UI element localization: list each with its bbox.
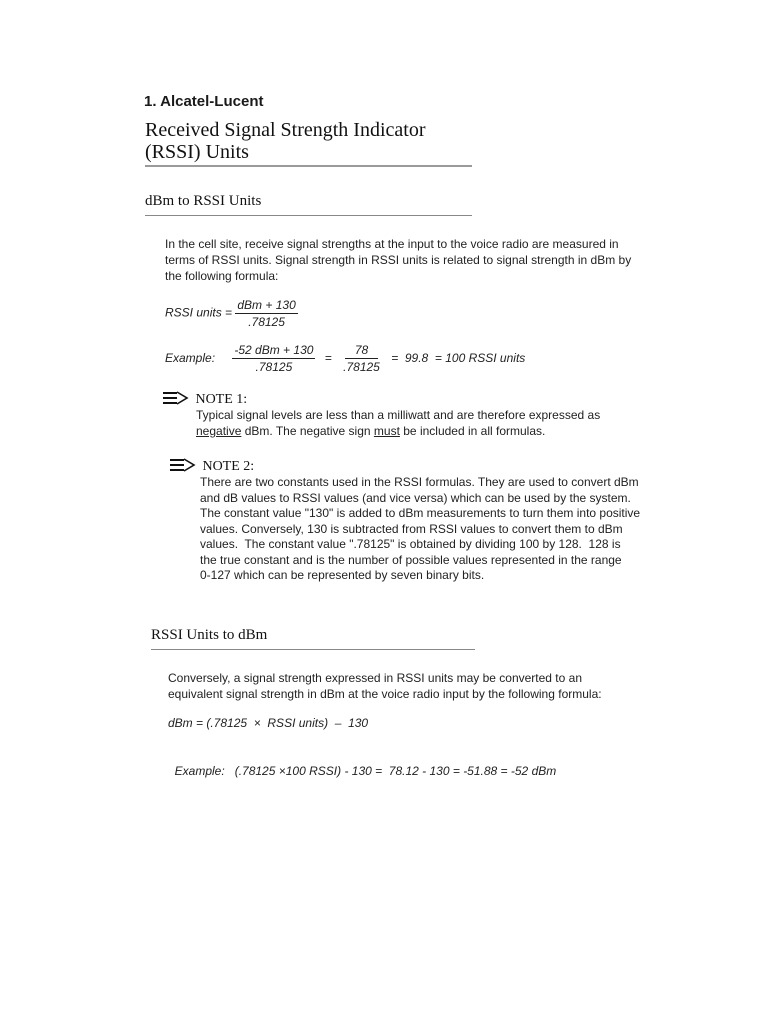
section2-intro-line: equivalent signal strength in dBm at the voice radio input by the following formula: bbox=[168, 687, 602, 701]
note-icon bbox=[163, 391, 189, 405]
example-equals: = bbox=[324, 350, 332, 365]
page-title bbox=[145, 119, 425, 163]
rssi-formula bbox=[165, 298, 298, 329]
title-divider bbox=[145, 165, 472, 167]
example-numerator-2: 78 bbox=[345, 343, 378, 359]
dbm-example bbox=[168, 750, 556, 778]
note2-line: 0-127 which can be represented by seven binary bits. bbox=[200, 568, 485, 582]
note-icon bbox=[170, 458, 196, 472]
formula-numerator: dBm + 130 bbox=[237, 298, 296, 312]
note1-negative: negative bbox=[196, 424, 242, 438]
section1-intro: In the cell site, receive signal strengths at the input to the voice radio are measured in terms of RSSI units. Signal strength in RSSI units is related to signal strength in dBm by the following formula: bbox=[165, 237, 632, 283]
example-fraction-1 bbox=[232, 343, 315, 374]
dbm-example-body: (.78125 ×100 RSSI) - 130 = 78.12 - 130 = -51.88 = -52 dBm bbox=[234, 764, 557, 778]
section-title-rssi-to-dbm: RSSI Units to dBm bbox=[151, 627, 268, 643]
formula-fraction bbox=[235, 298, 297, 329]
dbm-example-label: Example: bbox=[174, 764, 225, 778]
note1-must: must bbox=[373, 424, 400, 438]
note2-line: There are two constants used in the RSSI formulas. They are used to convert dBm bbox=[200, 475, 639, 489]
note1-mid: dBm. The negative sign bbox=[241, 424, 374, 438]
title-line-1: Received Signal Strength Indicator bbox=[145, 119, 426, 141]
title-line-2: (RSSI) Units bbox=[145, 141, 249, 163]
example-denominator-1: .78125 bbox=[255, 360, 293, 374]
rssi-example bbox=[165, 343, 525, 374]
note2-line: and dB values to RSSI values (and vice versa) which can be used by the system. bbox=[200, 490, 631, 505]
note1-line-1: Typical signal levels are less than a milliwatt and are therefore expressed as bbox=[196, 408, 601, 422]
example-numerator-1: -52 dBm + 130 bbox=[234, 343, 314, 357]
note2-line: the true constant and is the number of possible values represented in the range bbox=[200, 552, 622, 567]
section-divider bbox=[151, 649, 475, 650]
example-denominator-2: .78125 bbox=[343, 360, 380, 374]
note2-line: The constant value "130" is added to dBm measurements to turn them into positive bbox=[200, 506, 641, 520]
note2-title: NOTE 2: bbox=[202, 459, 255, 474]
section-divider bbox=[145, 215, 472, 216]
note2-line: values. Conversely, 130 is subtracted from RSSI values to convert them to dBm bbox=[200, 521, 623, 536]
section2-intro-line: Conversely, a signal strength expressed in RSSI units may be converted to an bbox=[168, 671, 582, 685]
dbm-formula: dBm = (.78125 × RSSI units) – 130 bbox=[168, 716, 369, 730]
example-fraction-2 bbox=[341, 343, 382, 374]
example-label: Example: bbox=[165, 350, 216, 365]
note2-line: values. The constant value ".78125" is obtained by dividing 100 by 128. 128 is bbox=[200, 537, 621, 551]
note1-line-2 bbox=[196, 423, 656, 439]
section2-intro bbox=[168, 670, 668, 702]
section-title-dbm-to-rssi: dBm to RSSI Units bbox=[145, 193, 262, 209]
note1-body bbox=[196, 407, 656, 439]
note2-body bbox=[200, 475, 670, 584]
formula-denominator: .78125 bbox=[248, 315, 285, 329]
document-heading: 1. Alcatel-Lucent bbox=[144, 93, 264, 110]
note1-title: NOTE 1: bbox=[195, 392, 248, 407]
note1-end: be included in all formulas. bbox=[399, 424, 546, 438]
example-result: = 99.8 = 100 RSSI units bbox=[391, 350, 526, 365]
formula-lhs: RSSI units = bbox=[165, 305, 233, 320]
